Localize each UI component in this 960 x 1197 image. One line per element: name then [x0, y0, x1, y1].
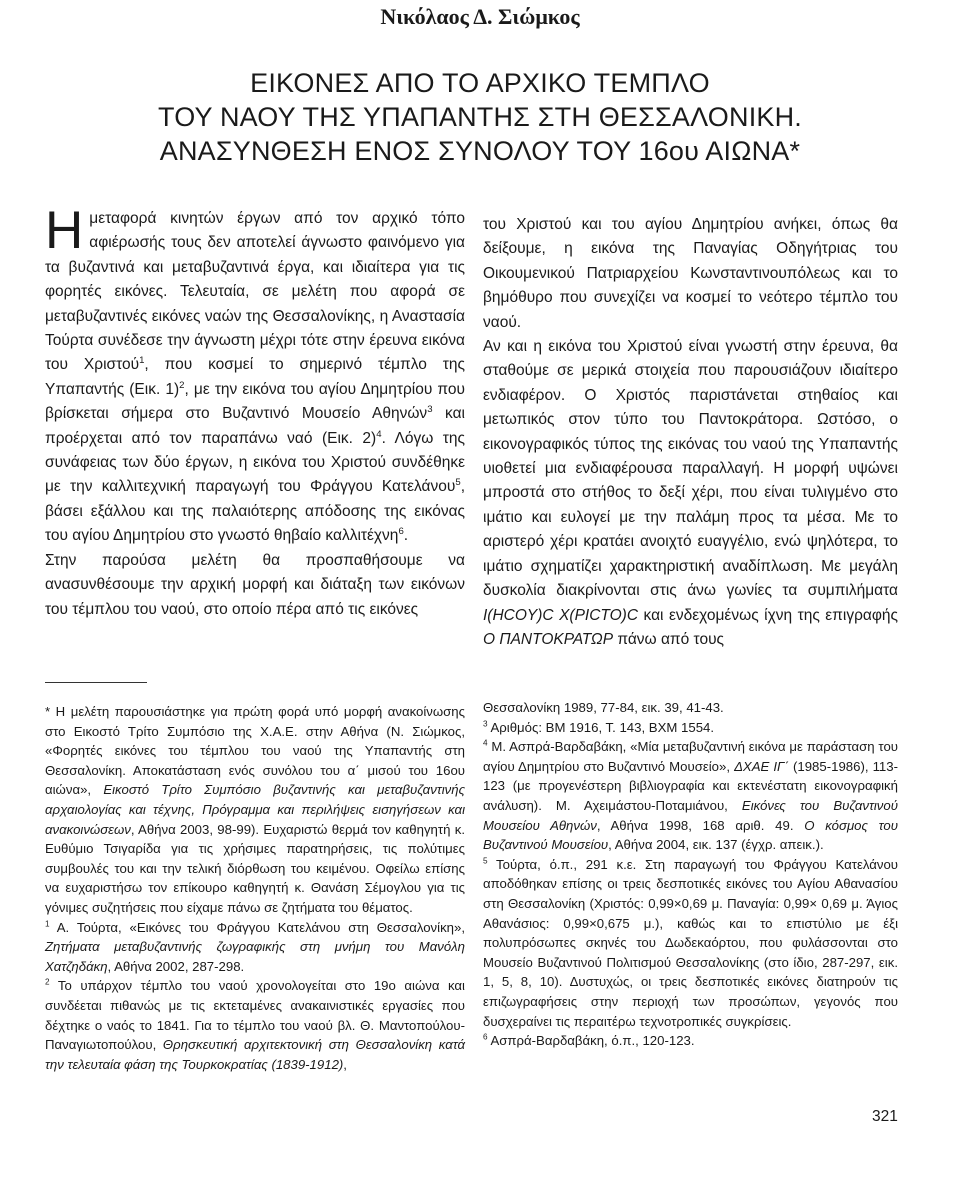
- footnote-italic: Ο κόσμος του Βυζαντινού Μουσείου: [483, 817, 898, 853]
- drop-cap: Η: [45, 201, 84, 260]
- footnote-text: Το υπάρχον τέμπλο του ναού χρονολογείται στο 19ο αιώνα και συνδέεται πιθανώς με τις εκτεταμένες ανακαινιστικές εργασίες που δέχτηκε ο ναός το 1841. Για το τέμπλο του ναού βλ. Θ. Μαντοπούλου-Παναγιωτοπούλου,: [45, 978, 465, 1053]
- footnote-ref: 6: [398, 526, 404, 538]
- footnote-text: Τούρτα, ό.π., 291 κ.ε. Στη παραγωγή του Φράγγου Κατελάνου αποδόθηκαν επίσης οι τρεις δεσποτικές εικόνες του Αγίου Αθανασίου στη Θεσσαλονίκη (Χριστός: 0,99×0,69 μ. Παναγία: 0,99× 0,69 μ. Άγιος Αθανάσιος: 0,99×0,675 μ.), καθώς και το επιστύλιο με έξι πολυπρόσωπες σκηνές του Δωδεκαόρτου, που φυλάσσονται στο Μουσείο Βυζαντινού Πολιτισμού Θεσσαλονίκης (στο ίδιο, 287-297, εικ. 1, 5, 8, 10). Δυστυχώς, οι τρεις δεσποτικές εικόνες διατηρούν τις επιζωγραφήσεις στην περιοχή των προσώπων, γεγονός που δυσχεραίνει τις περαιτέρω τεχνοτροπικές συγκρίσεις.: [483, 856, 898, 1029]
- footnote-1: [45, 918, 465, 977]
- footnote-2: [45, 976, 465, 1074]
- footnote-text: Μ. Ασπρά-Βαρδαβάκη, «Μία μεταβυζαντινή εικόνα με παράσταση του αγίου Δημητρίου στο Βυζαντινό Μουσείο»,: [483, 739, 898, 774]
- footnote-italic: ΔΧΑΕ ΙΓ΄: [734, 758, 789, 774]
- body-text: και ενδεχομένως ίχνη της επιγραφής: [638, 606, 898, 624]
- body-text: . Λόγω της συνάφειας των δύο έργων, η εικόνα του Χριστού συνδέθηκε με την καλλιτεχνική παραγωγή του Φράγγου Κατελάνου: [45, 429, 465, 496]
- footnote-number: 5: [483, 856, 488, 866]
- footnote-text: Αριθμός: ΒΜ 1916, Τ. 143, ΒΧΜ 1554.: [487, 719, 715, 735]
- page-number: 321: [872, 1108, 898, 1125]
- body-paragraph: [483, 335, 898, 652]
- footnote-ref: 1: [139, 355, 145, 367]
- footnote-5: [483, 855, 898, 1031]
- footnote-text: Ασπρά-Βαρδαβάκη, ό.π., 120-123.: [487, 1033, 695, 1049]
- body-text: πάνω από τους: [613, 630, 725, 648]
- footnote-separator: [45, 682, 147, 683]
- footnote-italic: Εικοστό Τρίτο Συμπόσιο βυζαντινής και μεταβυζαντινής αρχαιολογίας και τέχνης, Πρόγραμμα και περιλήψεις εισηγήσεων και ανακοινώσεων: [45, 782, 465, 837]
- body-text: .: [403, 527, 409, 545]
- footnote-italic: Θρησκευτική αρχιτεκτονική στη Θεσσαλονίκη κατά την τελευταία φάση της Τουρκοκρατίας (1839-1912): [45, 1037, 465, 1072]
- footnote-number: 3: [483, 719, 488, 729]
- footnote-ref: 2: [179, 379, 185, 391]
- footnote-text: , Αθήνα 2002, 287-298.: [107, 958, 245, 974]
- article-title-line-2: ΤΟΥ ΝΑΟΥ ΤΗΣ ΥΠΑΠΑΝΤΗΣ ΣΤΗ ΘΕΣΣΑΛΟΝΙΚΗ.: [157, 102, 803, 132]
- footnote-number: 6: [483, 1032, 488, 1042]
- footnote-text: , Αθήνα 2003, 98-99). Ευχαριστώ θερμά τον καθηγητή κ. Ευθύμιο Τσιγαρίδα για τις χρήσιμες παρατηρήσεις, τις πολύτιμες συμβουλές του και την τελική διόρθωση του κειμένου. Οφείλω επίσης να ευχαριστήσω τον επίκουρο καθηγητή κ. Θανάση Σέμογλου για τις γόνιμες συζητήσεις που είχαμε πάνω σε ζητήματα του θέματος.: [45, 821, 465, 915]
- footnote-text: , Αθήνα 1998, 168 αριθ. 49.: [596, 817, 805, 833]
- footnote-text: , Αθήνα 2004, εικ. 137 (έγχρ. απεικ.).: [608, 837, 824, 853]
- footnote-text: Α. Τούρτα, «Εικόνες του Φράγγου Κατελάνου στη Θεσσαλονίκη»,: [49, 919, 465, 935]
- body-text: και προέρχεται από τον παραπάνω ναό (Εικ. 2): [45, 405, 465, 447]
- body-column-left: [45, 201, 465, 622]
- footnote-ref: 3: [427, 404, 433, 416]
- footnote-italic: Εικόνες του Βυζαντινού Μουσείου Αθηνών: [483, 797, 898, 833]
- footnote-ref: 5: [455, 477, 461, 489]
- footnotes-right: [483, 698, 898, 1051]
- footnote-continuation: Θεσσαλονίκη 1989, 77-84, εικ. 39, 41-43.: [483, 700, 724, 715]
- article-title-line-3: ΑΝΑΣΥΝΘΕΣΗ ΕΝΟΣ ΣΥΝΟΛΟΥ ΤΟΥ 16ου ΑΙΩΝΑ*: [159, 136, 801, 166]
- body-paragraph: [45, 201, 465, 549]
- footnote-italic: Ζητήματα μεταβυζαντινής ζωγραφικής στη μνήμη του Μανόλη Χατζηδάκη: [45, 939, 465, 974]
- footnote-text: * Η μελέτη παρουσιάστηκε για πρώτη φορά υπό μορφή ανακοίνωσης στο Εικοστό Τρίτο Συμπόσιο της Χ.Α.Ε. στην Αθήνα (Ν. Σιώμκος, «Φορητές εικόνες του τέμπλου του ναού της Υπαπαντής στη Θεσσαλονίκη. Αποκατάσταση ενός συνόλου του α΄ μισού του 16ου αιώνα»,: [45, 704, 465, 798]
- footnote-number: 4: [483, 738, 488, 748]
- footnote-star: [45, 702, 465, 918]
- inscription-text: I(HCOY)C X(PICTO)C: [483, 606, 639, 624]
- footnote-4: [483, 737, 898, 855]
- footnote-number: 1: [45, 919, 50, 929]
- body-column-right: [483, 213, 898, 652]
- footnotes-left: [45, 702, 465, 1074]
- footnote-text: ,: [343, 1056, 347, 1072]
- inscription-text: Ο ΠΑΝΤΟΚΡΑΤΩΡ: [483, 630, 614, 648]
- article-title-line-1: ΕΙΚΟΝΕΣ ΑΠΟ ΤΟ ΑΡΧΙΚΟ ΤΕΜΠΛΟ: [250, 68, 710, 98]
- footnote-text: (1985-1986), 113-123 (με προγενέστερη βιβλιογραφία και εκτενέστατη εικονογραφική ανάλυση). Μ. Αχειμάστου-Ποταμιάνου,: [483, 758, 898, 813]
- body-text: , βάσει εξάλλου και της παλαιότερης απόδοσης της εικόνας του αγίου Δημητρίου στο γνωστό θηβαίο καλλιτέχνη: [45, 478, 465, 545]
- body-text: μεταφορά κινητών έργων από τον αρχικό τόπο αφιέρωσής τους δεν αποτελεί άγνωστο φαινόμενο για τα βυζαντινά και μεταβυζαντινά έργα, και ιδιαίτερα για τις φορητές εικόνες. Τελευταία, σε μελέτη που αφορά σε μεταβυζαντινές εικόνες ναών της Θεσσαλονίκης, η Αναστασία Τούρτα συνέδεσε την άγνωστη μέχρι τότε στην έρευνα εικόνα του Χριστού: [45, 210, 465, 374]
- body-text: , που κοσμεί το σημερινό τέμπλο της Υπαπαντής (Εικ. 1): [45, 356, 465, 398]
- footnote-3: [483, 718, 898, 738]
- body-paragraph: του Χριστού και του αγίου Δημητρίου ανήκει, όπως θα δείξουμε, η εικόνα της Παναγίας Οδηγήτριας του Οικουμενικού Πατριαρχείου Κωνσταντινουπόλεως και το βημόθυρο που συνεχίζει να κοσμεί το νεότερο τέμπλο του ναού.: [483, 216, 898, 331]
- footnote-6: [483, 1031, 898, 1051]
- body-text: Αν και η εικόνα του Χριστού είναι γνωστή στην έρευνα, θα σταθούμε σε μερικά στοιχεία που παρουσιάζουν ιδιαίτερο ενδιαφέρον. Ο Χριστός παριστάνεται στηθαίος και μετωπικός στον τύπο του Παντοκράτορα. Ωστόσο, ο εικονογραφικός τύπος της εικόνας του ναού της Υπαπαντής υιοθετεί μια ενδιαφέρουσα παραλλαγή. Η μορφή υψώνει μπροστά στο στήθος το δεξί χέρι, που είναι τυλιγμένο στο ιμάτιο και ευλογεί με την παλάμη προς τα μέσα. Με το αριστερό χέρι κρατάει ανοιχτό ευαγγέλιο, ενώ ψηλότερα, το ιμάτιο σχηματίζει χαρακτηριστική αναδίπλωση. Με μεγάλη δυσκολία διακρίνονται στις άνω γωνίες τα συμπιλήματα: [483, 338, 898, 600]
- body-text: , με την εικόνα του αγίου Δημητρίου που βρίσκεται σήμερα στο Βυζαντινό Μουσείο Αθηνών: [45, 380, 465, 423]
- body-paragraph: Στην παρούσα μελέτη θα προσπαθήσουμε να ανασυνθέσουμε την αρχική μορφή και διάταξη των εικόνων του τέμπλου του ναού, στο οποίο πέρα από τις εικόνες: [45, 551, 465, 618]
- footnote-ref: 4: [376, 428, 382, 440]
- running-header-author: Νικόλαος Δ. Σιώμκος: [380, 4, 580, 29]
- footnote-number: 2: [45, 977, 50, 987]
